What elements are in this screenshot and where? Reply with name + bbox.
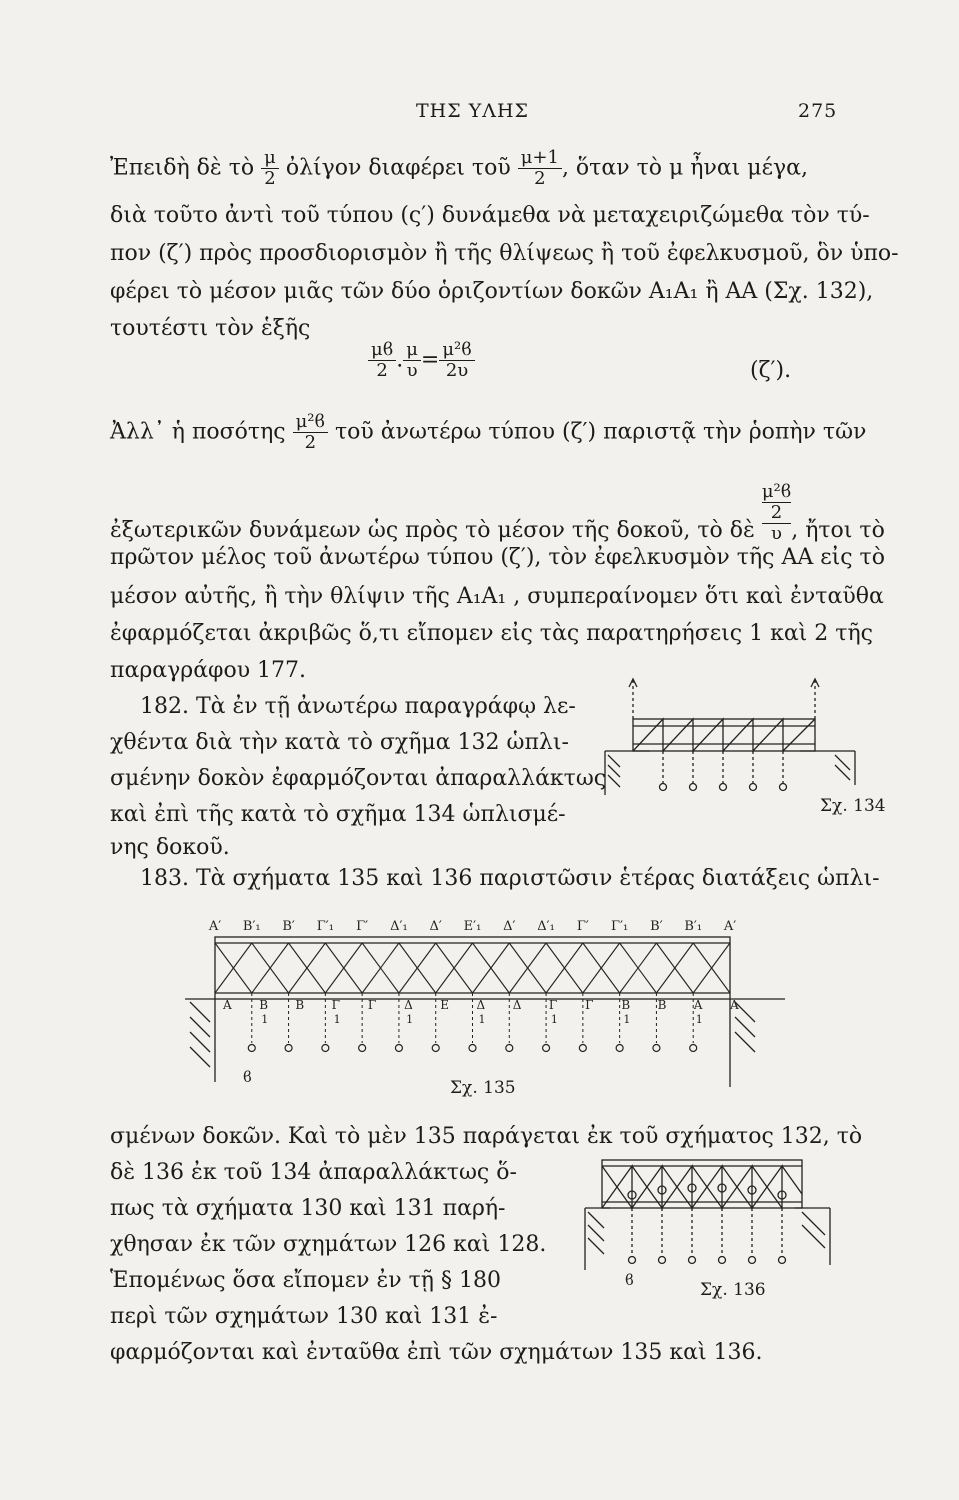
p182-line-4: καὶ ἐπὶ τῆς κατὰ τὸ σχῆμα 134 ὡπλισμέ- [110, 802, 566, 827]
fig135-sub-label: 1 [261, 1013, 269, 1026]
running-header: ΤΗΣ ΥΛΗΣ [416, 100, 529, 122]
p183-line-4: πως τὰ σχήματα 130 καὶ 131 παρή- [110, 1196, 506, 1221]
fig135-weight [616, 1045, 623, 1052]
line1-text-a: Ἐπειδὴ δὲ τὸ [110, 155, 255, 181]
fig134-supports [605, 751, 855, 795]
fraction-mu-over-2: $\frac{\mu}{2}$ [261, 148, 279, 189]
fraction-mu-plus-1-over-2: $\frac{\mu+1}{2}$ [518, 148, 562, 189]
fig135-bottom-label: B [295, 998, 305, 1012]
p182-line-3: σμένην δοκὸν ἐφαρμόζονται ἀπαραλλάκτως [110, 766, 607, 791]
fig135-hangers [215, 993, 730, 1052]
p183-line-5: χθησαν ἐκ τῶν σχημάτων 126 καὶ 128. [110, 1232, 547, 1257]
fig135-bottom-label: A [730, 998, 739, 1012]
fig136-caption: Σχ. 136 [700, 1280, 766, 1300]
fig135-bottom-label: Γ [548, 998, 558, 1012]
line1-text-c: , ὅταν τὸ μ ἦναι μέγα, [561, 155, 808, 181]
fig136-supports [585, 1208, 830, 1270]
fig135-top-label: Γ′ [576, 919, 589, 934]
fig135-top-label: B′₁ [684, 919, 703, 934]
fig135-top-label: Γ′ [356, 919, 369, 934]
fig135-bottom-labels [222, 998, 739, 1026]
fraction-mu2b-over-2: $\frac{\text{μ²ϐ}}{2}$ [293, 412, 328, 453]
text-line-11: παραγράφου 177. [110, 658, 307, 683]
fig135-top-label: E′₁ [463, 919, 482, 934]
figure-135 [175, 912, 795, 1092]
fig135-weight [248, 1045, 255, 1052]
line7-text-b: , ἤτοι τὸ [791, 518, 885, 543]
fig135-top-label: B′₁ [242, 919, 261, 934]
text-line-3: πον (ζ′) πρὸς προσδιορισμὸν ἢ τῆς θλίψεως ἢ τοῦ ἐφελκυσμοῦ, ὃν ὑπο- [110, 241, 899, 266]
fig135-weight [543, 1045, 550, 1052]
fig135-weight [653, 1045, 660, 1052]
line6-text-a: Ἀλλ᾽ ἡ ποσότης [110, 419, 286, 445]
equation-zeta [368, 340, 475, 381]
fig135-bottom-label: Δ [476, 998, 486, 1012]
line1-text-b: ὀλίγον διαφέρει τοῦ [285, 155, 511, 181]
fig135-weight [579, 1045, 586, 1052]
fig135-sub-label: 1 [550, 1013, 558, 1026]
fig135-sub-label: 1 [333, 1013, 341, 1026]
text-line-5: τουτέστι τὸν ἑξῆς [110, 316, 311, 341]
fig135-sub-label: 1 [406, 1013, 414, 1026]
fig135-weight [432, 1045, 439, 1052]
text-line-4: φέρει τὸ μέσον μιᾶς τῶν δύο ὁριζοντίων δοκῶν Α₁Α₁ ἢ ΑΑ (Σχ. 132), [110, 279, 874, 304]
fig135-weight [285, 1045, 292, 1052]
fig135-weight [690, 1045, 697, 1052]
text-line-9: μέσον αὐτῆς, ἢ τὴν θλίψιν τῆς Α₁Α₁ , συμπεραίνομεν ὅτι καὶ ἐνταῦθα [110, 584, 884, 609]
p183-line-2: σμένων δοκῶν. Καὶ τὸ μὲν 135 παράγεται ἐκ τοῦ σχήματος 132, τὸ [110, 1124, 863, 1149]
fig135-top-labels [208, 919, 736, 934]
fig135-weight [322, 1045, 329, 1052]
eq-equals: = [420, 347, 440, 373]
fig135-weight [506, 1045, 513, 1052]
p182-line-1: 182. Τὰ ἐν τῇ ἀνωτέρω παραγράφῳ λε- [140, 694, 576, 719]
eq-fraction-3: $\frac{\text{μ²ϐ}}{2\upsilon}$ [439, 340, 474, 381]
fig135-weight [469, 1045, 476, 1052]
eq-fraction-1: $\frac{\mu ϐ}{2}$ [368, 340, 396, 381]
fig135-weight [395, 1045, 402, 1052]
p182-line-5: νης δοκοῦ. [110, 835, 230, 860]
fig135-bottom-label: Γ [367, 998, 377, 1012]
line7-text-a: ἐξωτερικῶν δυνάμεων ὡς πρὸς τὸ μέσον τῆς δοκοῦ, τὸ δὲ [110, 518, 755, 543]
fig135-bottom-label: B [259, 998, 269, 1012]
fig135-top-label: Δ′ [503, 919, 516, 934]
eq-dot: . [396, 347, 404, 373]
fig135-top-label: A′ [723, 919, 737, 934]
text-line-1 [110, 148, 808, 189]
fig135-sub-label: 1 [623, 1013, 631, 1026]
line6-text-b: τοῦ ἀνωτέρω τύπου (ζ′) παριστᾷ τὴν ῥοπὴν τῶν [335, 419, 867, 445]
equation-label: (ζ′). [750, 358, 792, 383]
fig135-bottom-label: Δ [404, 998, 413, 1012]
fig135-sub-label: 1 [695, 1013, 703, 1026]
text-line-2: διὰ τοῦτο ἀντὶ τοῦ τύπου (ς′) δυνάμεθα νὰ μεταχειριζώμεθα τὸν τύ- [110, 203, 870, 228]
fig135-top-label: Γ′₁ [611, 919, 629, 934]
fig136-weight-label: ϐ [625, 1271, 634, 1289]
fig136-support-hatching [588, 1212, 825, 1254]
fig134-caption: Σχ. 134 [820, 796, 886, 816]
p183-line-6: Ἑπομένως ὅσα εἴπομεν ἐν τῇ § 180 [110, 1268, 501, 1293]
fig135-bottom-label: E [440, 998, 450, 1012]
fig135-top-label: Δ′₁ [537, 919, 555, 934]
eq-fraction-2: $\frac{\mu}{\upsilon}$ [403, 340, 421, 381]
fig135-bottom-label: Γ [331, 998, 340, 1012]
compound-fraction: μ²ϐ 2 υ [761, 481, 792, 544]
fig135-top-label: Γ′₁ [316, 919, 334, 934]
fig135-top-label: Δ′ [429, 919, 442, 934]
p183-line-1: 183. Τὰ σχήματα 135 καὶ 136 παριστῶσιν ἑτέρας διατάξεις ὡπλι- [140, 866, 880, 891]
fig135-weight [359, 1045, 366, 1052]
fig135-truss-frame [215, 937, 730, 999]
fig135-caption: Σχ. 135 [450, 1078, 516, 1098]
fig135-bottom-label: Γ [585, 998, 594, 1012]
figure-136 [580, 1150, 840, 1300]
fig135-bottom-label: Δ [512, 998, 522, 1012]
text-line-6 [110, 412, 866, 453]
p182-line-2: χθέντα διὰ τὴν κατὰ τὸ σχῆμα 132 ὡπλι- [110, 730, 569, 755]
fig135-bottom-label: A [223, 998, 232, 1012]
fig135-top-label: B′ [282, 919, 295, 934]
text-line-8: πρῶτον μέλος τοῦ ἀνωτέρω τύπου (ζ′), τὸν ἐφελκυσμὸν τῆς ΑΑ εἰς τὸ [110, 545, 885, 570]
fig135-bottom-label: B [657, 998, 667, 1012]
page-number: 275 [798, 100, 838, 122]
p183-line-7: περὶ τῶν σχημάτων 130 καὶ 131 ἐ- [110, 1304, 498, 1329]
text-line-10: ἐφαρμόζεται ἀκριβῶς ὅ,τι εἴπομεν εἰς τὰς παρατηρήσεις 1 καὶ 2 τῆς [110, 621, 873, 646]
fig134-web-members [633, 719, 815, 751]
fig135-top-label: Δ′₁ [390, 919, 408, 934]
fig135-top-label: A′ [208, 919, 222, 934]
fig135-weight-label: ϐ [243, 1068, 252, 1086]
p183-line-3: δὲ 136 ἐκ τοῦ 134 ἀπαραλλάκτως ὅ- [110, 1160, 517, 1185]
fig135-bottom-label: B [621, 998, 631, 1012]
fig134-support-hatching [608, 755, 850, 787]
fig135-top-label: B′ [650, 919, 663, 934]
p183-line-8: φαρμόζονται καὶ ἐνταῦθα ἐπὶ τῶν σχημάτων 135 καὶ 136. [110, 1340, 763, 1365]
fig135-sub-label: 1 [478, 1013, 486, 1026]
fig135-bottom-label: A [693, 998, 703, 1012]
fig135-web-members [215, 943, 730, 993]
